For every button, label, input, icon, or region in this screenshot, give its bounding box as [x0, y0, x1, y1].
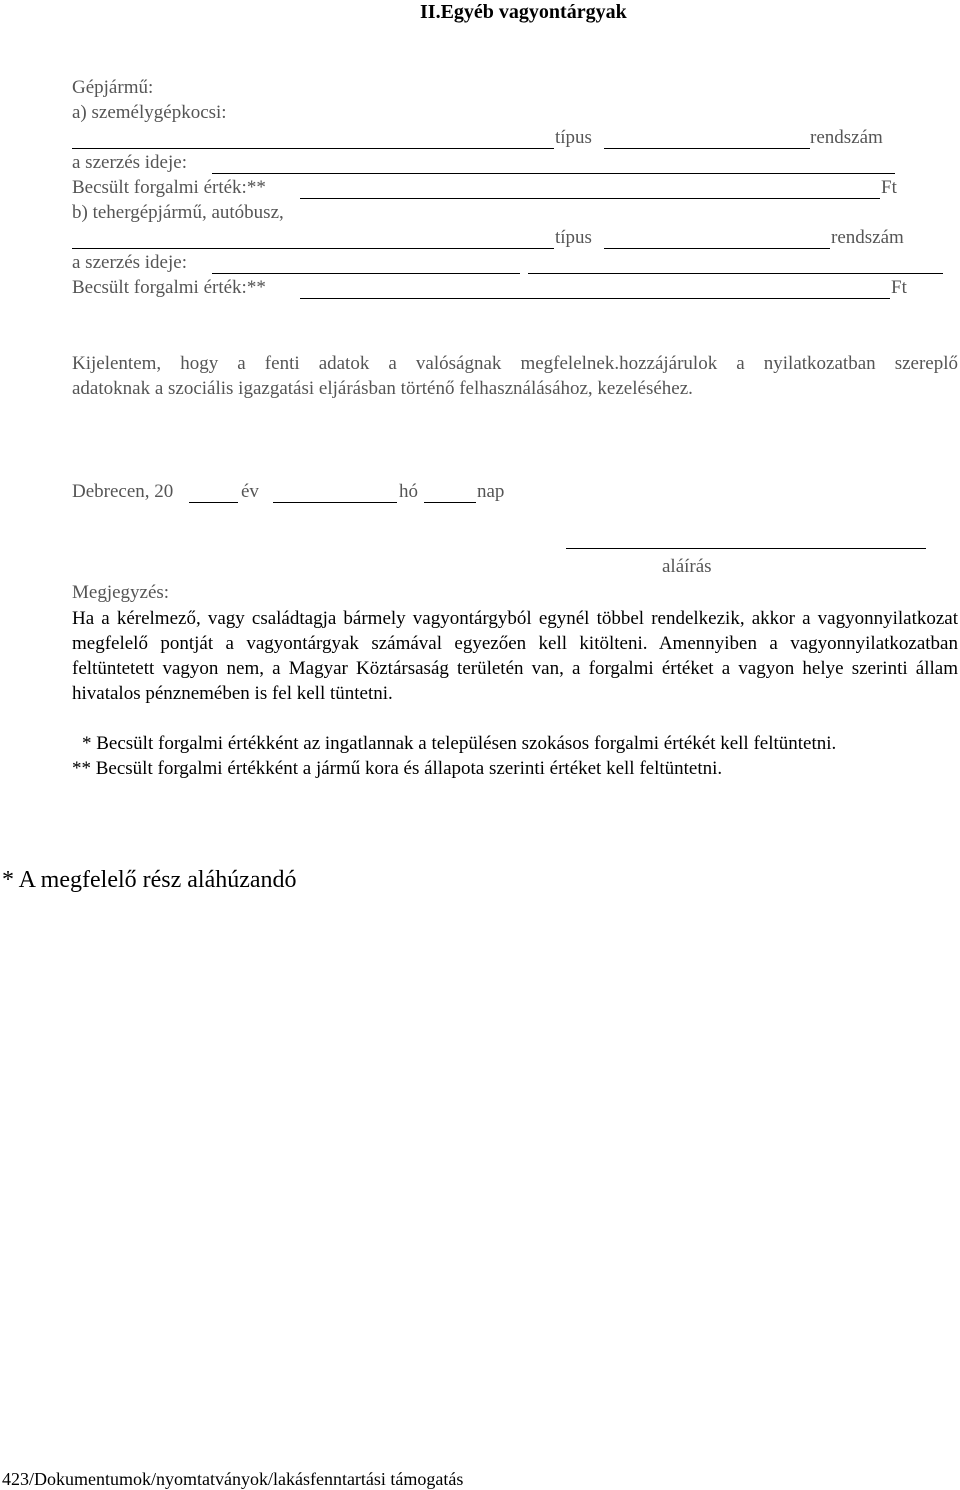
truck-acquisition-field-2[interactable]: [528, 273, 943, 274]
footnote-property: * Becsült forgalmi értékként az ingatlannak a településen szokásos forgalmi értékét kell feltüntetni.: [82, 733, 837, 754]
date-city-prefix: Debrecen, 20: [72, 481, 174, 502]
car-label: a) személygépkocsi:: [72, 102, 227, 123]
car-acquisition-label: a szerzés ideje:: [72, 152, 187, 173]
footer-path: 423/Dokumentumok/nyomtatványok/lakásfenntartási támogatás: [2, 1469, 464, 1489]
underline-note: * A megfelelő rész aláhúzandó: [2, 867, 297, 893]
date-year-field[interactable]: [189, 502, 238, 503]
car-tipus-field[interactable]: [604, 148, 810, 149]
section-title: II.Egyéb vagyontárgyak: [420, 1, 627, 23]
truck-tipus-label: típus: [555, 227, 592, 248]
notes-paragraph: Ha a kérelmező, vagy családtagja bármely vagyontárgyból egynél többel rendelkezik, akkor a vagyonnyilatkozat megfelelő pontját a vagyontárgyak számával egyezően kell kitölteni. Amennyiben a vagyonnyilatkozatban feltüntetett vagyon nem, a Magyar Köztársaság területén van, a forgalmi értéket a vagyon helye szerinti állam hivatalos pénznemében is fel kell tüntetni.: [72, 608, 958, 704]
car-value-currency: Ft: [881, 177, 897, 198]
truck-label: b) tehergépjármű, autóbusz,: [72, 202, 284, 223]
truck-acquisition-field-1[interactable]: [212, 273, 520, 274]
date-day-label: nap: [477, 481, 505, 502]
date-month-label: hó: [399, 481, 418, 502]
car-tipus-label: típus: [555, 127, 592, 148]
vehicle-heading: Gépjármű:: [72, 77, 154, 98]
declaration-line-2: adatoknak a szociális igazgatási eljárásban történő felhasználásához, kezeléséhez.: [72, 378, 693, 399]
truck-value-currency: Ft: [891, 277, 907, 298]
truck-acquisition-label: a szerzés ideje:: [72, 252, 187, 273]
truck-value-field[interactable]: [300, 298, 890, 299]
signature-field[interactable]: [566, 548, 926, 549]
signature-label: aláírás: [662, 556, 712, 577]
date-year-label: év: [241, 481, 259, 502]
car-blank-line[interactable]: [72, 148, 554, 149]
truck-tipus-field[interactable]: [604, 248, 830, 249]
footnote-vehicle: ** Becsült forgalmi értékként a jármű kora és állapota szerinti értéket kell feltüntetni.: [72, 758, 723, 779]
date-day-field[interactable]: [424, 502, 476, 503]
truck-blank-line[interactable]: [72, 248, 554, 249]
truck-value-label: Becsült forgalmi érték:**: [72, 277, 266, 298]
date-month-field[interactable]: [273, 502, 397, 503]
declaration-line-1: Kijelentem, hogy a fenti adatok a valóságnak megfelelnek.hozzájárulok a nyilatkozatban szereplő: [72, 353, 958, 374]
truck-rendszam-label: rendszám: [831, 227, 904, 248]
car-acquisition-field[interactable]: [212, 173, 895, 174]
notes-heading: Megjegyzés:: [72, 582, 170, 603]
car-value-field[interactable]: [300, 198, 880, 199]
car-value-label: Becsült forgalmi érték:**: [72, 177, 266, 198]
car-rendszam-label: rendszám: [810, 127, 883, 148]
